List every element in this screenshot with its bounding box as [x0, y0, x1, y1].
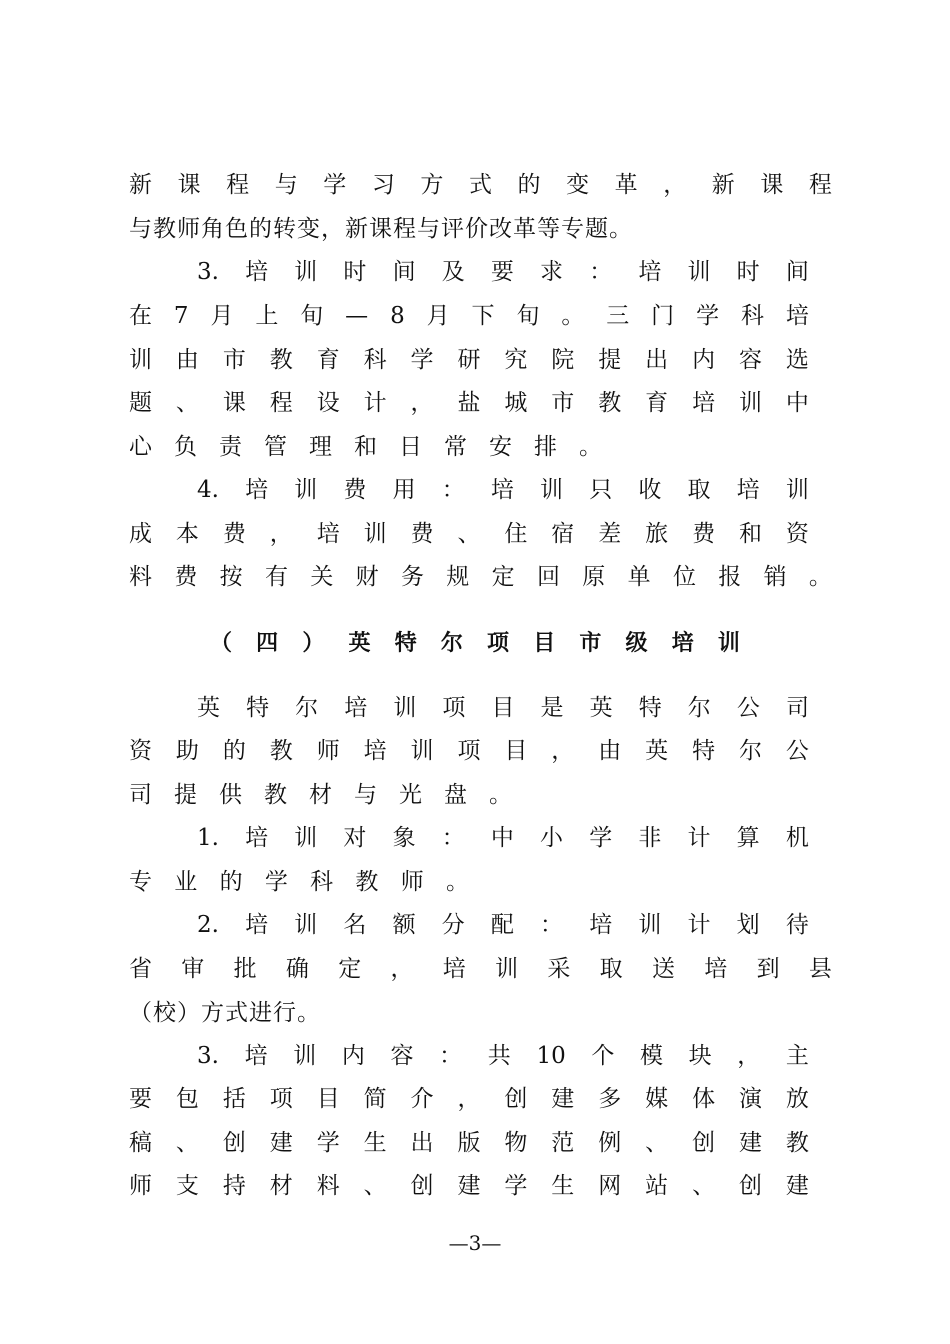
- text-line: 司 提 供 教 材 与 光 盘 。: [129, 782, 512, 808]
- text-line: 要 包 括 项 目 简 介 ， 创 建 多 媒 体 演 放: [129, 1086, 809, 1112]
- text-line: 心 负 责 管 理 和 日 常 安 排 。: [129, 434, 602, 460]
- text-line: 题 、 课 程 设 计 ， 盐 城 市 教 育 培 训 中: [129, 390, 809, 416]
- text-line: 3. 培 训 内 容 ： 共 10 个 模 块 ， 主: [197, 1043, 809, 1069]
- text-line: 3. 培 训 时 间 及 要 求 ： 培 训 时 间: [197, 259, 809, 285]
- text-line: （校）方式进行。: [129, 1000, 321, 1026]
- text-line: 省 审 批 确 定 ， 培 训 采 取 送 培 到 县: [129, 956, 832, 982]
- text-line: 料 费 按 有 关 财 务 规 定 回 原 单 位 报 销 。: [129, 564, 832, 590]
- text-line: 英 特 尔 培 训 项 目 是 英 特 尔 公 司: [197, 695, 809, 721]
- text-line: 4. 培 训 费 用 ： 培 训 只 收 取 培 训: [197, 477, 809, 503]
- text-line: 2. 培 训 名 额 分 配 ： 培 训 计 划 待: [197, 912, 809, 938]
- text-line: 专 业 的 学 科 教 师 。: [129, 869, 469, 895]
- text-line: 1. 培 训 对 象 ： 中 小 学 非 计 算 机: [197, 825, 809, 851]
- text-line: 稿 、 创 建 学 生 出 版 物 范 例 、 创 建 教: [129, 1130, 809, 1156]
- page-number: —3—: [448, 1231, 502, 1255]
- text-line: 成 本 费 ， 培 训 费 、 住 宿 差 旅 费 和 资: [129, 521, 809, 547]
- text-line: 新 课 程 与 学 习 方 式 的 变 革 ， 新 课 程: [129, 172, 832, 198]
- text-line: 师 支 持 材 料 、 创 建 学 生 网 站 、 创 建: [129, 1173, 809, 1199]
- text-line: 资 助 的 教 师 培 训 项 目 ， 由 英 特 尔 公: [129, 738, 809, 764]
- text-line: 训 由 市 教 育 科 学 研 究 院 提 出 内 容 选: [129, 347, 809, 373]
- section-heading: （ 四 ） 英 特 尔 项 目 市 级 培 训: [210, 631, 740, 656]
- text-line: 与教师角色的转变，新课程与评价改革等专题。: [129, 216, 633, 242]
- text-line: 在 7 月 上 旬 — 8 月 下 旬 。 三 门 学 科 培: [129, 303, 809, 329]
